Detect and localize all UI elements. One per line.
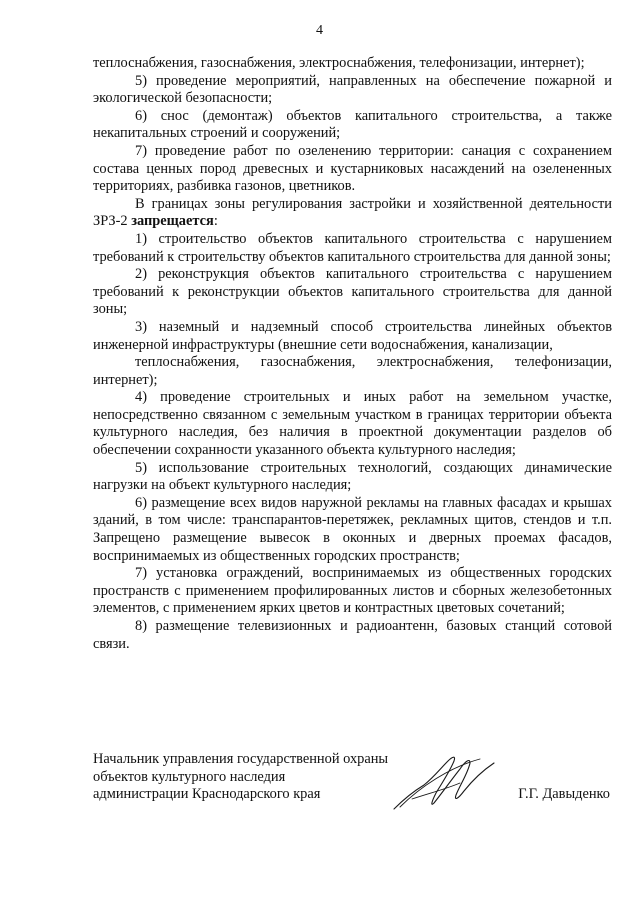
- paragraph: теплоснабжения, газоснабжения, электроснабжения, телефонизации, интернет);: [93, 354, 612, 388]
- paragraph: 5) проведение мероприятий, направленных на обеспечение пожарной и экологической безопасности;: [93, 72, 612, 107]
- paragraph: 3) наземный и надземный способ строительства линейных объектов инженерной инфраструктуры (внешние сети водоснабжения, канализации,: [93, 318, 612, 353]
- paragraph-prohibited-intro: [93, 196, 612, 231]
- position-line: администрации Краснодарского края: [93, 786, 321, 803]
- paragraph: 8) размещение телевизионных и радиоантенн, базовых станций сотовой связи.: [93, 618, 612, 652]
- paragraph-text: В границах зоны регулирования застройки и хозяйственной деятельности ЗРЗ-2: [93, 195, 612, 230]
- signatory-name: Г.Г. Давыденко: [518, 786, 610, 802]
- paragraph: 1) строительство объектов капитального строительства с нарушением требований к строительству объектов капитального строительства для данной зоны;: [93, 230, 612, 265]
- paragraph: теплоснабжения, газоснабжения, электроснабжения, телефонизации, интернет);: [93, 55, 585, 71]
- paragraph: 6) размещение всех видов наружной рекламы на главных фасадах и крышах зданий, в том числе: транспарантов-перетяжек, рекламных щитов, стендов и т.п. Запрещено размещение вывесок в оконных и дверных проемах фасадов, воспринимаемых из общественных городских пространств;: [93, 494, 612, 564]
- position-line: Начальник управления государственной охраны: [93, 751, 389, 767]
- page-number: 4: [316, 23, 323, 38]
- position-line: объектов культурного наследия: [93, 768, 286, 785]
- paragraph: 7) установка ограждений, воспринимаемых из общественных городских пространств с применением профилированных листов и сборных железобетонных элементов, с применением ярких цветов и контрастных цветовых сочетаний;: [93, 565, 612, 617]
- paragraph: 6) снос (демонтаж) объектов капитального строительства, а также некапитальных строений и сооружений;: [93, 107, 612, 142]
- paragraph: 7) проведение работ по озеленению территории: санация с сохранением состава ценных пород древесных и кустарниковых насаждений на озелененных территориях, разбивка газонов, цветников.: [93, 142, 612, 195]
- document-body: [93, 55, 612, 653]
- handwritten-signature: [390, 747, 500, 817]
- paragraph-tail: :: [213, 213, 218, 230]
- signature-block: [93, 751, 612, 804]
- paragraph: 2) реконструкция объектов капитального строительства с нарушением требований к реконструкции объектов капитального строительства для данной зоны;: [93, 266, 612, 318]
- prohibited-keyword: запрещается: [131, 213, 214, 230]
- paragraph: 4) проведение строительных и иных работ на земельном участке, непосредственно связанном с земельным участком в границах территории объекта культурного наследия, без наличия в проектной документации разделов об обеспечении сохранности указанного объекта культурного наследия;: [93, 389, 612, 459]
- paragraph: 5) использование строительных технологий, создающих динамические нагрузки на объект культурного наследия;: [93, 459, 612, 494]
